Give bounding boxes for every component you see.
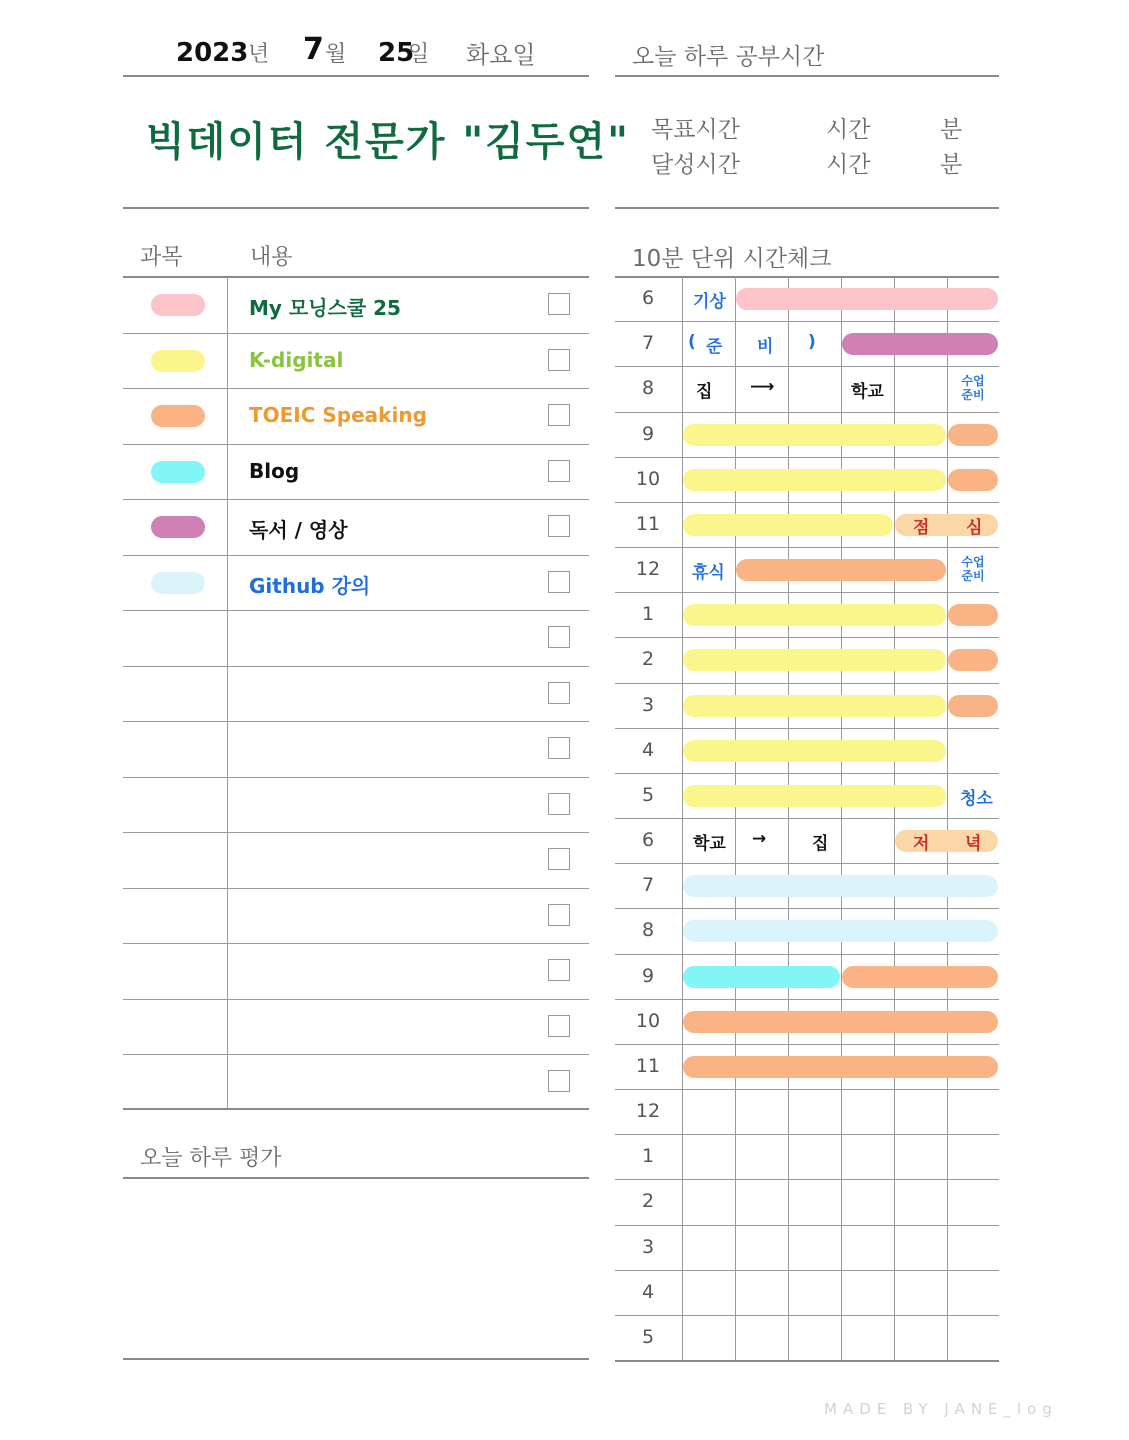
hour-label: 12: [635, 1100, 661, 1122]
time-note: ⟶: [750, 377, 775, 397]
time-grid-row-divider: [615, 818, 999, 819]
time-block-bar: [683, 1056, 998, 1078]
time-block-bar: [683, 1011, 998, 1033]
time-grid-row-divider: [615, 1044, 999, 1045]
time-grid-row-divider: [615, 863, 999, 864]
time-note: 휴식: [692, 563, 725, 583]
subject-color-swatch: [151, 350, 205, 372]
hour-label: 7: [641, 874, 655, 896]
time-block-bar: [683, 740, 946, 762]
time-grid-row-divider: [615, 321, 999, 322]
time-block-bar: [842, 966, 998, 988]
time-grid-row-divider: [615, 999, 999, 1000]
subject-color-swatch: [151, 516, 205, 538]
time-grid-row-divider: [615, 1225, 999, 1226]
subject-content: My 모닝스쿨 25: [249, 296, 401, 320]
subject-checkbox[interactable]: [548, 460, 570, 482]
hour-label: 12: [635, 558, 661, 580]
time-block-bar: [736, 559, 946, 581]
hour-label: 10: [635, 1010, 661, 1032]
hour-label: 7: [641, 332, 655, 354]
subject-row: [123, 832, 589, 888]
subject-checkbox[interactable]: [548, 682, 570, 704]
time-grid-row-divider: [615, 457, 999, 458]
achieved-hour-unit: 시간: [826, 152, 871, 178]
subject-checkbox[interactable]: [548, 571, 570, 593]
time-block-bar: [683, 920, 998, 942]
goal-minute-unit: 분: [940, 117, 963, 143]
subject-checkbox[interactable]: [548, 1070, 570, 1092]
subject-checkbox[interactable]: [548, 626, 570, 648]
time-grid-row-divider: [615, 366, 999, 367]
day-suffix: 일: [408, 42, 430, 67]
evaluation-title: 오늘 하루 평가: [140, 1146, 282, 1171]
year-suffix: 년: [248, 42, 270, 67]
subject-row: [123, 610, 589, 666]
time-block-bar: [683, 514, 893, 536]
subject-row: [123, 444, 589, 500]
time-grid-row-divider: [615, 502, 999, 503]
time-block-bar: [683, 875, 998, 897]
subject-checkbox[interactable]: [548, 737, 570, 759]
time-block-bar: [948, 695, 998, 717]
evaluation-bottom-divider: [123, 1358, 589, 1360]
hour-label: 3: [641, 1236, 655, 1258]
time-block-bar: [736, 288, 998, 310]
subject-checkbox[interactable]: [548, 793, 570, 815]
subject-checkbox[interactable]: [548, 404, 570, 426]
time-grid-row-divider: [615, 1315, 999, 1316]
subject-checkbox[interactable]: [548, 349, 570, 371]
hour-label: 6: [641, 829, 655, 851]
month-suffix: 월: [325, 42, 347, 67]
month-value: 7: [303, 32, 324, 67]
time-note: 비: [757, 337, 774, 357]
time-block-bar: [895, 514, 998, 536]
hour-label: 2: [641, 648, 655, 670]
subject-row: [123, 943, 589, 999]
study-time-title: 오늘 하루 공부시간: [632, 44, 825, 70]
subject-row: [123, 888, 589, 944]
subject-color-swatch: [151, 461, 205, 483]
time-note: 기상: [693, 292, 726, 312]
hour-label: 1: [641, 1145, 655, 1167]
time-block-bar: [683, 604, 946, 626]
subject-content: Blog: [249, 459, 300, 483]
time-note: 집: [812, 834, 829, 854]
subject-color-swatch: [151, 572, 205, 594]
time-block-bar: [948, 649, 998, 671]
subject-checkbox[interactable]: [548, 848, 570, 870]
subject-row: [123, 388, 589, 444]
date-divider: [123, 75, 589, 77]
motto: 빅데이터 전문가 "김두연": [146, 119, 630, 165]
time-check-title: 10분 단위 시간체크: [632, 246, 832, 272]
evaluation-top-divider: [123, 1177, 589, 1179]
subject-content: Github 강의: [249, 574, 371, 598]
time-note: ): [808, 332, 816, 352]
time-block-bar: [683, 785, 946, 807]
study-time-bottom-divider: [615, 207, 999, 209]
time-grid-row-divider: [615, 773, 999, 774]
time-block-bar: [895, 830, 998, 852]
subject-row: [123, 1054, 589, 1110]
subject-row: [123, 777, 589, 833]
subject-checkbox[interactable]: [548, 515, 570, 537]
time-block-bar: [683, 649, 946, 671]
hour-label: 11: [635, 1055, 661, 1077]
time-grid-row-divider: [615, 1270, 999, 1271]
time-note: →: [752, 829, 767, 849]
time-note: 심: [966, 518, 983, 538]
hour-label: 1: [641, 603, 655, 625]
hour-label: 8: [641, 919, 655, 941]
subject-row: [123, 277, 589, 333]
subject-row: [123, 333, 589, 389]
class-prep-note: 수업 준비: [961, 555, 985, 583]
hour-label: 5: [641, 1326, 655, 1348]
time-grid-top: [615, 276, 999, 278]
motto-divider: [123, 207, 589, 209]
subject-color-swatch: [151, 405, 205, 427]
goal-time-label: 목표시간: [651, 117, 740, 143]
time-note: 학교: [693, 834, 726, 854]
time-block-bar: [683, 966, 840, 988]
subject-checkbox[interactable]: [548, 1015, 570, 1037]
time-note: (: [688, 332, 696, 352]
time-block-bar: [683, 695, 946, 717]
time-note: 준: [706, 337, 723, 357]
time-note: 녁: [965, 834, 982, 854]
hour-label: 8: [641, 377, 655, 399]
time-block-bar: [948, 469, 998, 491]
hour-label: 9: [641, 965, 655, 987]
achieved-minute-unit: 분: [940, 152, 963, 178]
col-content-header: 내용: [250, 245, 293, 270]
time-note: 저: [913, 834, 930, 854]
time-grid-row-divider: [615, 547, 999, 548]
subject-checkbox[interactable]: [548, 904, 570, 926]
time-block-bar: [683, 469, 946, 491]
subject-row: [123, 555, 589, 611]
study-time-divider: [615, 75, 999, 77]
time-block-bar: [842, 333, 998, 355]
time-grid-row-divider: [615, 1179, 999, 1180]
weekday: 화요일: [466, 41, 536, 69]
year-value: 2023: [176, 38, 249, 68]
col-subject-header: 과목: [140, 245, 183, 270]
subject-color-swatch: [151, 294, 205, 316]
time-grid-row-divider: [615, 954, 999, 955]
time-grid-row-divider: [615, 683, 999, 684]
subject-content: K-digital: [249, 348, 344, 372]
hour-label: 6: [641, 287, 655, 309]
subject-row: [123, 666, 589, 722]
time-note: 집: [696, 382, 713, 402]
time-note: 점: [913, 518, 930, 538]
goal-hour-unit: 시간: [826, 117, 871, 143]
time-block-bar: [948, 604, 998, 626]
evaluation-area[interactable]: [123, 1180, 589, 1356]
hour-label: 11: [635, 513, 661, 535]
hour-label: 3: [641, 694, 655, 716]
credit: MADE BY JANE_log: [824, 1400, 1058, 1418]
time-grid-row-divider: [615, 637, 999, 638]
time-grid-row-divider: [615, 728, 999, 729]
time-grid-row-divider: [615, 592, 999, 593]
subject-content: TOEIC Speaking: [249, 403, 427, 427]
subject-row: [123, 999, 589, 1055]
hour-label: 5: [641, 784, 655, 806]
subject-checkbox[interactable]: [548, 959, 570, 981]
hour-label: 10: [635, 468, 661, 490]
time-note: 청소: [960, 789, 993, 809]
time-note: 학교: [851, 382, 884, 402]
subject-table-bottom: [123, 1108, 589, 1110]
time-block-bar: [683, 424, 946, 446]
time-grid-row-divider: [615, 908, 999, 909]
time-grid-row-divider: [615, 1089, 999, 1090]
hour-label: 2: [641, 1190, 655, 1212]
time-grid-row-divider: [615, 1134, 999, 1135]
time-grid-bottom: [615, 1360, 999, 1362]
class-prep-note: 수업 준비: [961, 374, 985, 402]
hour-label: 9: [641, 423, 655, 445]
hour-label: 4: [641, 739, 655, 761]
subject-row: [123, 721, 589, 777]
achieved-time-label: 달성시간: [651, 152, 740, 178]
time-block-bar: [948, 424, 998, 446]
subject-row: [123, 499, 589, 555]
hour-label: 4: [641, 1281, 655, 1303]
time-grid-row-divider: [615, 412, 999, 413]
subject-content: 독서 / 영상: [249, 518, 348, 542]
subject-checkbox[interactable]: [548, 293, 570, 315]
day-value: 25: [378, 38, 415, 68]
